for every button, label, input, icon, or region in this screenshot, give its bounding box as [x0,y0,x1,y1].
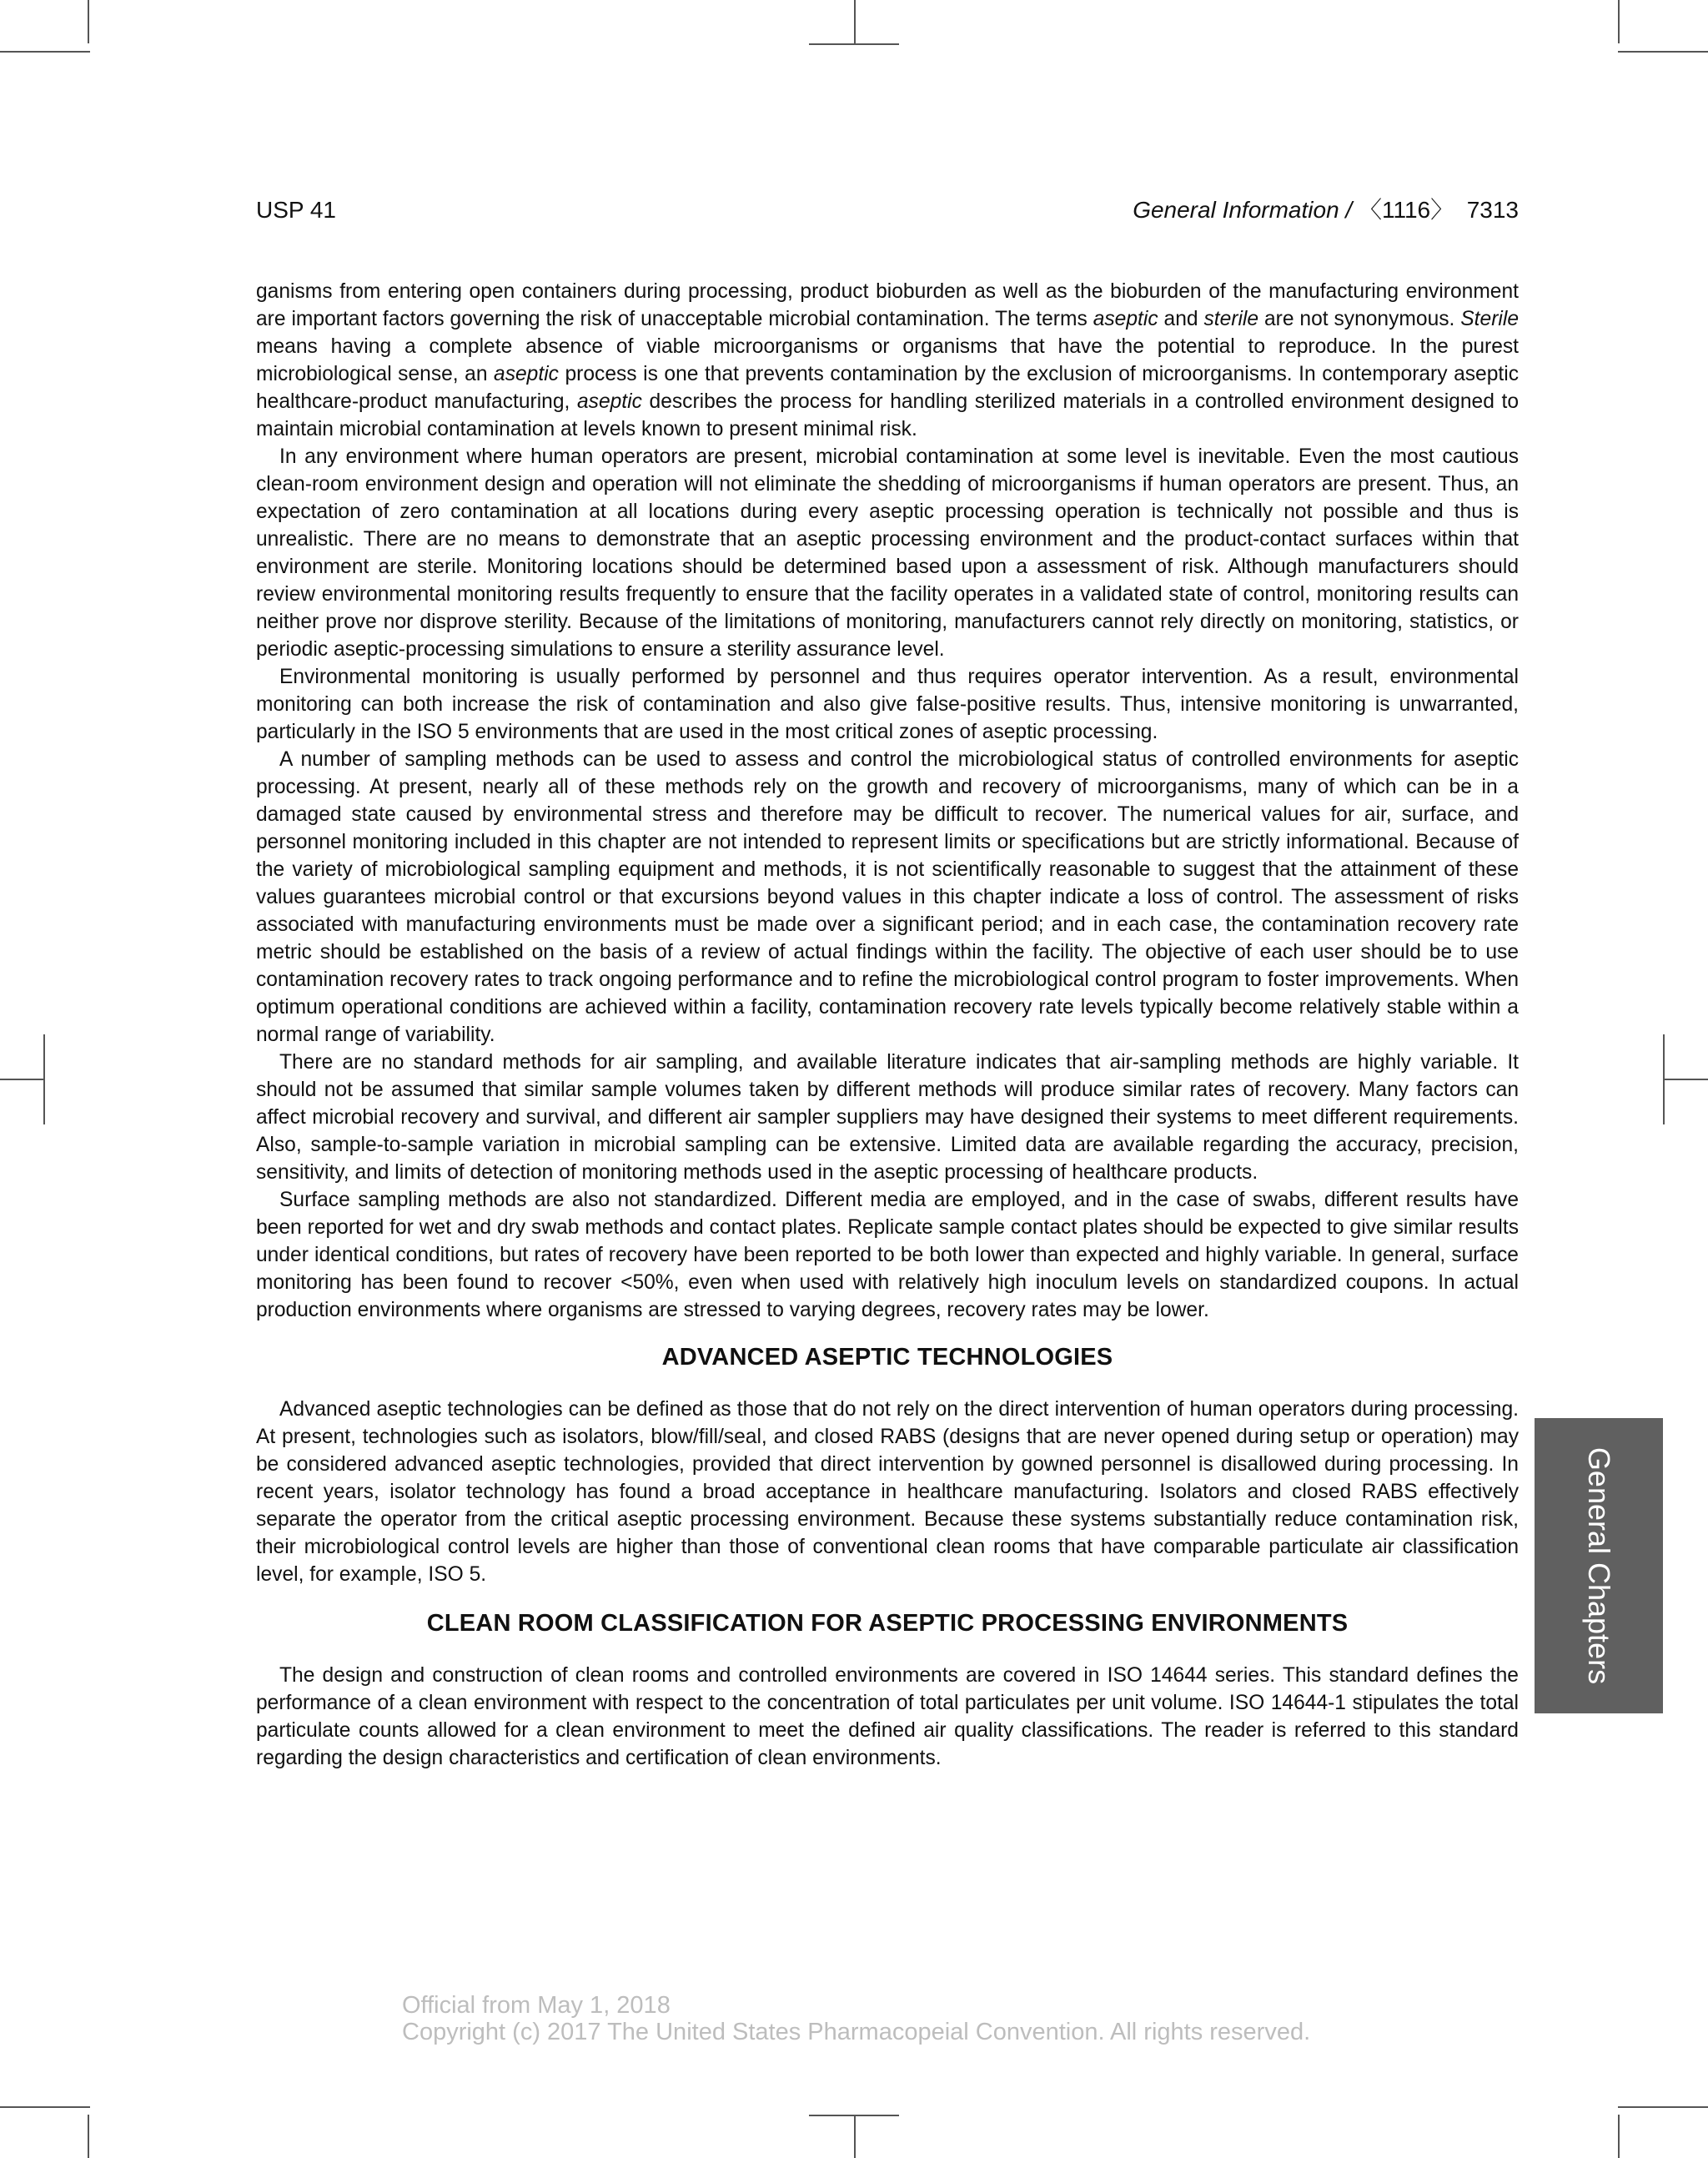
italic-term: aseptic [576,390,642,413]
italic-term: aseptic [1093,308,1158,330]
section-heading-clean-room: CLEAN ROOM CLASSIFICATION FOR ASEPTIC PROCESSING ENVIRONMENTS [426,1610,1349,1637]
crop-mark [854,0,856,43]
text-run: and [1158,308,1204,330]
side-tab-label: General Chapters [1582,1446,1616,1685]
crop-mark [809,43,899,45]
text-run: means having a complete absence of viable microorganisms or organisms that have the potential to reproduce. In the purest microbiological sense, an [256,335,1519,385]
text-run: describes the process for handling sterilized materials in a controlled environment designed to maintain microbial contamination at levels known to present minimal risk. [256,390,1519,440]
running-head [256,194,1519,227]
crop-mark [1618,0,1620,43]
chapter-number: 〈1116〉 [1359,197,1454,223]
general-chapters-tab [1535,1418,1663,1713]
copyright-footer [402,1992,1310,2045]
crop-mark [0,51,90,53]
crop-mark [1618,2115,1620,2158]
page-number: 7313 [1466,197,1519,223]
paragraph: There are no standard methods for air sampling, and available literature indicates that air-sampling methods are highly variable. It should not be assumed that similar sample volumes taken by different methods will produce similar rates of recovery. Many factors can affect microbial recovery and survival, and different air sampler suppliers may have designed their systems to meet different requirements. Also, sample-to-sample variation in microbial sampling can be extensive. Limited data are available regarding the accuracy, precision, sensitivity, and limits of detection of monitoring methods used in the aseptic processing of healthcare products. [256,1051,1519,1184]
crop-mark [854,2115,856,2158]
copyright-notice: Copyright (c) 2017 The United States Pharmacopeial Convention. All rights reserved. [402,2019,1311,2045]
italic-term: Sterile [1460,308,1519,330]
italic-term: sterile [1203,308,1259,330]
crop-mark [0,2106,90,2108]
paragraph [256,278,1519,443]
paragraph: A number of sampling methods can be used to assess and control the microbiological status of controlled environments for aseptic processing. At present, nearly all of these methods rely on the growth and recovery of microorganisms, many of which can be in a damaged state caused by environmental stress and therefore may be difficult to recover. The numerical values for air, surface, and personnel monitoring included in this chapter are not intended to represent limits or specifications but are strictly informational. Because of the variety of microbiological sampling equipment and methods, it is not scientifically reasonable to suggest that the attainment of these values guarantees microbial control or that excursions beyond values in this chapter indicate a loss of control. The assessment of risks associated with manufacturing environments must be made over a significant period; and in each case, the contamination recovery rate metric should be established on the basis of a review of actual findings within the facility. The objective of each user should be to use contamination recovery rates to track ongoing performance and to refine the microbiological control program to foster improvements. When optimum operational conditions are achieved within a facility, contamination recovery rate levels typically become relatively stable within a normal range of variability. [256,748,1519,1046]
text-run: ganisms from entering open containers during processing, product bioburden as well as the bioburden of the manufacturing environment are important factors governing the risk of unacceptable microbial contamination. The terms [256,280,1519,330]
running-head-right [1133,194,1519,227]
crop-mark [1618,2106,1708,2108]
paragraph: Environmental monitoring is usually performed by personnel and thus requires operator intervention. As a result, environmental monitoring can both increase the risk of contamination and also give false-positive results. Thus, intensive monitoring is unwarranted, particularly in the ISO 5 environments that are used in the most critical zones of aseptic processing. [256,666,1519,743]
crop-mark [88,0,89,43]
crop-mark [1665,1079,1708,1080]
official-date: Official from May 1, 2018 [402,1992,671,2019]
italic-term: aseptic [494,363,559,385]
book-edition: USP 41 [256,197,336,223]
crop-mark [1618,51,1708,53]
crop-mark [1663,1034,1665,1124]
section-heading-advanced-aseptic: ADVANCED ASEPTIC TECHNOLOGIES [661,1344,1113,1371]
text-run: are not synonymous. [1258,308,1461,330]
paragraph: Surface sampling methods are also not standardized. Different media are employed, and in the case of swabs, different results have been reported for wet and dry swab methods and contact plates. Replicate sample contact plates should be expected to give similar results under identical conditions, but rates of recovery have been reported to be both lower than expected and highly variable. In general, surface monitoring has been found to recover <50%, even when used with relatively high inoculum levels on standardized coupons. In actual production environments where organisms are stressed to varying degrees, recovery rates may be lower. [256,1189,1519,1321]
page-body [256,278,1519,1772]
crop-mark [0,1079,43,1080]
paragraph: In any environment where human operators are present, microbial contamination at some level is inevitable. Even the most cautious clean-room environment design and operation will not eliminate the shedding of microorganisms if human operators are present. Thus, an expectation of zero contamination at all locations during every aseptic processing operation is technically not possible and thus is unrealistic. There are no means to demonstrate that an aseptic processing environment and the product-contact surfaces within that environment are sterile. Monitoring locations should be determined based upon a assessment of risk. Although manufacturers should review environmental monitoring results frequently to ensure that the facility operates in a validated state of control, monitoring results can neither prove nor disprove sterility. Because of the limitations of monitoring, manufacturers cannot rely directly on monitoring, statistics, or periodic aseptic-processing simulations to ensure a sterility assurance level. [256,445,1519,661]
crop-mark [43,1034,45,1124]
section-title: General Information / [1133,197,1353,223]
crop-mark [809,2115,899,2116]
crop-mark [88,2115,89,2158]
paragraph: The design and construction of clean rooms and controlled environments are covered in ISO 14644 series. This standard defines the performance of a clean environment with respect to the concentration of total particulates per unit volume. ISO 14644-1 stipulates the total particulate counts allowed for a clean environment to meet the defined air quality classifications. The reader is referred to this standard regarding the design characteristics and certification of clean environments. [256,1664,1519,1769]
paragraph: Advanced aseptic technologies can be defined as those that do not rely on the direct intervention of human operators during processing. At present, technologies such as isolators, blow/fill/seal, and closed RABS (designs that are never opened during setup or operation) may be considered advanced aseptic technologies, provided that direct intervention by gowned personnel is disallowed during processing. In recent years, isolator technology has found a broad acceptance in healthcare manufacturing. Isolators and closed RABS effectively separate the operator from the critical aseptic processing environment. Because these systems substantially reduce contamination risk, their microbiological control levels are higher than those of conventional clean rooms that have comparable particulate air classification level, for example, ISO 5. [256,1398,1519,1586]
text-run: process is one that prevents contamination by the exclusion of microorganisms. In contemporary aseptic healthcare-product manufacturing, [256,363,1519,413]
